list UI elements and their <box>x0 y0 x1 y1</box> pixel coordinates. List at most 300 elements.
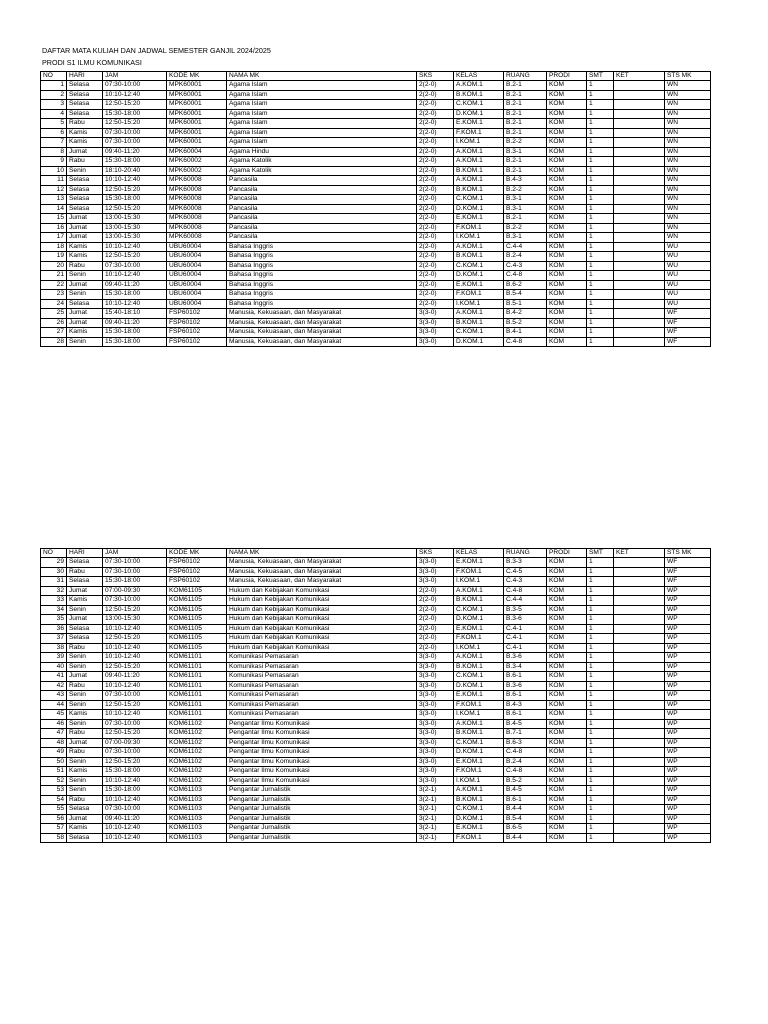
cell-jam: 12:50-15:20 <box>103 252 167 262</box>
cell-sts-mk: WF <box>665 318 711 328</box>
cell-nama-mk: Hukum dan Kebijakan Komunikasi <box>227 596 417 606</box>
cell-jam: 07:30-10:00 <box>103 596 167 606</box>
cell-ruang: B.3-1 <box>504 147 547 157</box>
cell-nama-mk: Komunikasi Pemasaran <box>227 710 417 720</box>
cell-sks: 2(2-0) <box>417 242 454 252</box>
cell-sts-mk: WN <box>665 147 711 157</box>
cell-nama-mk: Pengantar Jurnalistik <box>227 833 417 843</box>
cell-nama-mk: Pengantar Jurnalistik <box>227 805 417 815</box>
cell-no: 47 <box>41 729 67 739</box>
cell-hari: Selasa <box>67 833 103 843</box>
cell-nama-mk: Bahasa Inggris <box>227 261 417 271</box>
cell-kode-mk: KOM61101 <box>167 653 227 663</box>
cell-kelas: F.KOM.1 <box>454 128 504 138</box>
cell-hari: Selasa <box>67 109 103 119</box>
cell-sks: 3(3-0) <box>417 729 454 739</box>
cell-sks: 2(2-0) <box>417 223 454 233</box>
cell-sts-mk: WU <box>665 271 711 281</box>
cell-smt: 1 <box>587 166 614 176</box>
cell-sts-mk: WP <box>665 624 711 634</box>
column-header-sts-mk: STS MK <box>665 72 711 81</box>
cell-ruang: B.4-3 <box>504 700 547 710</box>
cell-kode-mk: UBU60004 <box>167 280 227 290</box>
cell-hari: Selasa <box>67 558 103 568</box>
cell-smt: 1 <box>587 833 614 843</box>
cell-ruang: B.6-1 <box>504 672 547 682</box>
cell-no: 50 <box>41 757 67 767</box>
cell-kelas: B.KOM.1 <box>454 166 504 176</box>
cell-sks: 2(2-0) <box>417 290 454 300</box>
cell-smt: 1 <box>587 204 614 214</box>
cell-hari: Jumat <box>67 147 103 157</box>
cell-ruang: C.4-3 <box>504 261 547 271</box>
cell-kode-mk: KOM61105 <box>167 596 227 606</box>
cell-ket <box>614 748 665 758</box>
cell-ket <box>614 157 665 167</box>
cell-jam: 12:50-15:20 <box>103 662 167 672</box>
cell-kode-mk: FSP60102 <box>167 567 227 577</box>
column-header-kode-mk: KODE MK <box>167 72 227 81</box>
cell-hari: Rabu <box>67 643 103 653</box>
cell-sts-mk: WN <box>665 214 711 224</box>
cell-nama-mk: Bahasa Inggris <box>227 271 417 281</box>
cell-ket <box>614 662 665 672</box>
cell-ket <box>614 643 665 653</box>
cell-sts-mk: WF <box>665 567 711 577</box>
cell-sts-mk: WP <box>665 719 711 729</box>
cell-jam: 15:40-18:10 <box>103 309 167 319</box>
cell-ruang: C.4-5 <box>504 567 547 577</box>
cell-nama-mk: Bahasa Inggris <box>227 242 417 252</box>
cell-ket <box>614 634 665 644</box>
cell-nama-mk: Pengantar Jurnalistik <box>227 786 417 796</box>
cell-no: 34 <box>41 605 67 615</box>
cell-smt: 1 <box>587 233 614 243</box>
cell-no: 35 <box>41 615 67 625</box>
cell-hari: Selasa <box>67 805 103 815</box>
cell-no: 2 <box>41 90 67 100</box>
cell-sks: 2(2-0) <box>417 100 454 110</box>
cell-sts-mk: WP <box>665 643 711 653</box>
cell-jam: 07:30-10:00 <box>103 81 167 91</box>
cell-smt: 1 <box>587 299 614 309</box>
cell-prodi: KOM <box>547 814 587 824</box>
cell-ket <box>614 577 665 587</box>
cell-ruang: B.3-4 <box>504 662 547 672</box>
cell-nama-mk: Hukum dan Kebijakan Komunikasi <box>227 624 417 634</box>
schedule-table-1 <box>40 71 711 347</box>
cell-smt: 1 <box>587 691 614 701</box>
cell-kelas: B.KOM.1 <box>454 90 504 100</box>
cell-ruang: B.2-4 <box>504 252 547 262</box>
cell-sks: 2(2-0) <box>417 214 454 224</box>
cell-smt: 1 <box>587 157 614 167</box>
cell-nama-mk: Komunikasi Pemasaran <box>227 691 417 701</box>
cell-hari: Selasa <box>67 299 103 309</box>
cell-kelas: C.KOM.1 <box>454 672 504 682</box>
cell-prodi: KOM <box>547 119 587 129</box>
cell-prodi: KOM <box>547 214 587 224</box>
cell-sts-mk: WN <box>665 138 711 148</box>
cell-smt: 1 <box>587 748 614 758</box>
cell-sks: 2(2-0) <box>417 271 454 281</box>
cell-hari: Jumat <box>67 223 103 233</box>
cell-hari: Rabu <box>67 748 103 758</box>
cell-no: 9 <box>41 157 67 167</box>
cell-ruang: B.3-5 <box>504 605 547 615</box>
cell-sks: 3(2-1) <box>417 786 454 796</box>
column-header-nama-mk: NAMA MK <box>227 72 417 81</box>
cell-no: 6 <box>41 128 67 138</box>
cell-ruang: B.2-1 <box>504 100 547 110</box>
table-row <box>41 615 711 625</box>
cell-sks: 3(3-0) <box>417 318 454 328</box>
cell-nama-mk: Manusia, Kekuasaan, dan Masyarakat <box>227 309 417 319</box>
cell-jam: 15:30-18:00 <box>103 195 167 205</box>
cell-no: 25 <box>41 309 67 319</box>
cell-sts-mk: WP <box>665 596 711 606</box>
cell-ruang: B.5-2 <box>504 318 547 328</box>
cell-kelas: A.KOM.1 <box>454 653 504 663</box>
cell-no: 44 <box>41 700 67 710</box>
cell-nama-mk: Hukum dan Kebijakan Komunikasi <box>227 586 417 596</box>
cell-hari: Rabu <box>67 567 103 577</box>
cell-hari: Senin <box>67 662 103 672</box>
cell-ket <box>614 81 665 91</box>
cell-smt: 1 <box>587 214 614 224</box>
cell-sts-mk: WN <box>665 166 711 176</box>
cell-kode-mk: KOM61102 <box>167 748 227 758</box>
cell-prodi: KOM <box>547 271 587 281</box>
cell-nama-mk: Manusia, Kekuasaan, dan Masyarakat <box>227 567 417 577</box>
cell-ket <box>614 805 665 815</box>
cell-ket <box>614 252 665 262</box>
cell-no: 7 <box>41 138 67 148</box>
cell-jam: 07:00-09:30 <box>103 738 167 748</box>
cell-prodi: KOM <box>547 757 587 767</box>
cell-ruang: B.2-1 <box>504 214 547 224</box>
cell-hari: Jumat <box>67 814 103 824</box>
cell-sts-mk: WP <box>665 700 711 710</box>
column-header-prodi: PRODI <box>547 72 587 81</box>
cell-smt: 1 <box>587 223 614 233</box>
cell-kelas: F.KOM.1 <box>454 567 504 577</box>
table-row <box>41 138 711 148</box>
table-row <box>41 558 711 568</box>
cell-sks: 3(2-1) <box>417 833 454 843</box>
cell-smt: 1 <box>587 577 614 587</box>
cell-smt: 1 <box>587 719 614 729</box>
cell-kode-mk: KOM61103 <box>167 824 227 834</box>
cell-kelas: D.KOM.1 <box>454 337 504 347</box>
column-header-sks: SKS <box>417 72 454 81</box>
cell-smt: 1 <box>587 729 614 739</box>
cell-kelas: B.KOM.1 <box>454 596 504 606</box>
cell-hari: Senin <box>67 290 103 300</box>
cell-jam: 09:40-11:20 <box>103 147 167 157</box>
cell-hari: Rabu <box>67 681 103 691</box>
cell-nama-mk: Pengantar Ilmu Komunikasi <box>227 767 417 777</box>
cell-kelas: I.KOM.1 <box>454 710 504 720</box>
table-row <box>41 738 711 748</box>
cell-kode-mk: MPK60008 <box>167 223 227 233</box>
cell-kode-mk: MPK60001 <box>167 128 227 138</box>
cell-sts-mk: WP <box>665 738 711 748</box>
column-header-ket: KET <box>614 549 665 558</box>
cell-smt: 1 <box>587 100 614 110</box>
table-row <box>41 710 711 720</box>
cell-hari: Senin <box>67 786 103 796</box>
cell-nama-mk: Komunikasi Pemasaran <box>227 662 417 672</box>
cell-smt: 1 <box>587 824 614 834</box>
table-row <box>41 195 711 205</box>
cell-hari: Jumat <box>67 280 103 290</box>
cell-kelas: A.KOM.1 <box>454 157 504 167</box>
cell-sts-mk: WP <box>665 662 711 672</box>
cell-nama-mk: Pancasila <box>227 185 417 195</box>
cell-nama-mk: Pancasila <box>227 195 417 205</box>
cell-kelas: D.KOM.1 <box>454 204 504 214</box>
cell-sks: 3(3-0) <box>417 567 454 577</box>
cell-smt: 1 <box>587 318 614 328</box>
cell-nama-mk: Hukum dan Kebijakan Komunikasi <box>227 634 417 644</box>
cell-ket <box>614 672 665 682</box>
cell-no: 53 <box>41 786 67 796</box>
cell-sts-mk: WP <box>665 605 711 615</box>
column-header-sts-mk: STS MK <box>665 549 711 558</box>
cell-prodi: KOM <box>547 147 587 157</box>
cell-smt: 1 <box>587 757 614 767</box>
cell-prodi: KOM <box>547 691 587 701</box>
cell-sks: 3(3-0) <box>417 577 454 587</box>
cell-no: 20 <box>41 261 67 271</box>
cell-sks: 2(2-0) <box>417 109 454 119</box>
cell-ket <box>614 280 665 290</box>
cell-kelas: E.KOM.1 <box>454 824 504 834</box>
cell-sks: 2(2-0) <box>417 157 454 167</box>
column-header-hari: HARI <box>67 72 103 81</box>
cell-nama-mk: Bahasa Inggris <box>227 299 417 309</box>
cell-sts-mk: WN <box>665 195 711 205</box>
cell-no: 28 <box>41 337 67 347</box>
cell-hari: Selasa <box>67 81 103 91</box>
cell-sts-mk: WF <box>665 328 711 338</box>
cell-ruang: C.4-3 <box>504 577 547 587</box>
cell-nama-mk: Pengantar Ilmu Komunikasi <box>227 729 417 739</box>
cell-hari: Jumat <box>67 309 103 319</box>
cell-no: 31 <box>41 577 67 587</box>
cell-ruang: B.3-1 <box>504 233 547 243</box>
cell-no: 4 <box>41 109 67 119</box>
cell-ket <box>614 710 665 720</box>
cell-sts-mk: WF <box>665 577 711 587</box>
cell-ruang: B.6-1 <box>504 710 547 720</box>
cell-sks: 3(3-0) <box>417 662 454 672</box>
cell-ruang: B.2-1 <box>504 128 547 138</box>
cell-jam: 12:50-15:20 <box>103 729 167 739</box>
cell-jam: 09:40-11:20 <box>103 280 167 290</box>
table-row <box>41 119 711 129</box>
cell-prodi: KOM <box>547 776 587 786</box>
cell-sks: 2(2-0) <box>417 166 454 176</box>
cell-kelas: I.KOM.1 <box>454 643 504 653</box>
cell-no: 56 <box>41 814 67 824</box>
cell-kode-mk: FSP60102 <box>167 328 227 338</box>
cell-ruang: B.2-1 <box>504 157 547 167</box>
cell-nama-mk: Pancasila <box>227 233 417 243</box>
cell-no: 19 <box>41 252 67 262</box>
cell-no: 48 <box>41 738 67 748</box>
cell-hari: Selasa <box>67 204 103 214</box>
cell-kelas: C.KOM.1 <box>454 328 504 338</box>
cell-jam: 12:50-15:20 <box>103 119 167 129</box>
table-row <box>41 252 711 262</box>
cell-jam: 07:30-10:00 <box>103 558 167 568</box>
cell-kode-mk: UBU60004 <box>167 271 227 281</box>
cell-kelas: E.KOM.1 <box>454 624 504 634</box>
cell-ruang: B.2-2 <box>504 223 547 233</box>
cell-no: 52 <box>41 776 67 786</box>
cell-no: 15 <box>41 214 67 224</box>
cell-no: 5 <box>41 119 67 129</box>
cell-prodi: KOM <box>547 157 587 167</box>
table-row <box>41 767 711 777</box>
cell-hari: Senin <box>67 719 103 729</box>
cell-hari: Kamis <box>67 138 103 148</box>
cell-prodi: KOM <box>547 309 587 319</box>
cell-prodi: KOM <box>547 138 587 148</box>
cell-sks: 3(3-0) <box>417 309 454 319</box>
cell-hari: Senin <box>67 166 103 176</box>
table-row <box>41 204 711 214</box>
cell-ket <box>614 328 665 338</box>
cell-ket <box>614 271 665 281</box>
cell-kode-mk: KOM61103 <box>167 814 227 824</box>
table-row <box>41 596 711 606</box>
cell-smt: 1 <box>587 814 614 824</box>
cell-sts-mk: WU <box>665 252 711 262</box>
cell-ket <box>614 586 665 596</box>
cell-nama-mk: Agama Islam <box>227 90 417 100</box>
cell-ket <box>614 691 665 701</box>
cell-ruang: B.3-6 <box>504 681 547 691</box>
cell-smt: 1 <box>587 558 614 568</box>
cell-kelas: D.KOM.1 <box>454 615 504 625</box>
cell-jam: 07:30-10:00 <box>103 719 167 729</box>
table-row <box>41 643 711 653</box>
cell-sts-mk: WN <box>665 109 711 119</box>
cell-hari: Selasa <box>67 634 103 644</box>
table-row <box>41 748 711 758</box>
cell-sks: 2(2-0) <box>417 185 454 195</box>
cell-no: 58 <box>41 833 67 843</box>
cell-ruang: C.4-8 <box>504 767 547 777</box>
cell-kelas: A.KOM.1 <box>454 719 504 729</box>
cell-prodi: KOM <box>547 176 587 186</box>
cell-jam: 13:00-15:30 <box>103 214 167 224</box>
table-row <box>41 309 711 319</box>
cell-sks: 2(2-0) <box>417 233 454 243</box>
cell-ruang: B.4-2 <box>504 309 547 319</box>
cell-kode-mk: KOM61102 <box>167 719 227 729</box>
cell-kode-mk: KOM61101 <box>167 691 227 701</box>
cell-no: 11 <box>41 176 67 186</box>
cell-ket <box>614 624 665 634</box>
cell-hari: Selasa <box>67 176 103 186</box>
cell-kelas: F.KOM.1 <box>454 634 504 644</box>
cell-sks: 3(2-1) <box>417 824 454 834</box>
cell-kode-mk: UBU60004 <box>167 252 227 262</box>
cell-kelas: A.KOM.1 <box>454 147 504 157</box>
cell-kode-mk: MPK60001 <box>167 119 227 129</box>
cell-sks: 2(2-0) <box>417 204 454 214</box>
cell-kode-mk: KOM61102 <box>167 767 227 777</box>
cell-jam: 10:10-12:40 <box>103 90 167 100</box>
cell-prodi: KOM <box>547 833 587 843</box>
cell-jam: 10:10-12:40 <box>103 710 167 720</box>
cell-jam: 07:30-10:00 <box>103 691 167 701</box>
cell-ruang: C.4-8 <box>504 337 547 347</box>
cell-sks: 2(2-0) <box>417 299 454 309</box>
cell-nama-mk: Hukum dan Kebijakan Komunikasi <box>227 605 417 615</box>
cell-hari: Senin <box>67 605 103 615</box>
table-row <box>41 795 711 805</box>
cell-prodi: KOM <box>547 596 587 606</box>
cell-ket <box>614 90 665 100</box>
cell-hari: Kamis <box>67 710 103 720</box>
cell-hari: Selasa <box>67 577 103 587</box>
cell-smt: 1 <box>587 596 614 606</box>
column-header-jam: JAM <box>103 549 167 558</box>
cell-prodi: KOM <box>547 558 587 568</box>
cell-sks: 3(3-0) <box>417 328 454 338</box>
cell-hari: Senin <box>67 757 103 767</box>
cell-kode-mk: MPK60008 <box>167 214 227 224</box>
cell-hari: Senin <box>67 691 103 701</box>
cell-no: 18 <box>41 242 67 252</box>
cell-smt: 1 <box>587 805 614 815</box>
cell-prodi: KOM <box>547 662 587 672</box>
cell-smt: 1 <box>587 147 614 157</box>
table-header-row <box>41 549 711 558</box>
cell-kode-mk: MPK60004 <box>167 147 227 157</box>
cell-kelas: A.KOM.1 <box>454 242 504 252</box>
cell-sks: 2(2-0) <box>417 147 454 157</box>
cell-kelas: C.KOM.1 <box>454 738 504 748</box>
cell-kelas: A.KOM.1 <box>454 176 504 186</box>
cell-smt: 1 <box>587 252 614 262</box>
cell-prodi: KOM <box>547 738 587 748</box>
cell-sts-mk: WN <box>665 100 711 110</box>
cell-kode-mk: UBU60004 <box>167 261 227 271</box>
cell-ruang: C.4-4 <box>504 242 547 252</box>
cell-prodi: KOM <box>547 605 587 615</box>
column-header-ruang: RUANG <box>504 72 547 81</box>
cell-kelas: C.KOM.1 <box>454 605 504 615</box>
cell-prodi: KOM <box>547 577 587 587</box>
cell-prodi: KOM <box>547 109 587 119</box>
cell-kelas: E.KOM.1 <box>454 280 504 290</box>
cell-no: 54 <box>41 795 67 805</box>
cell-ket <box>614 757 665 767</box>
cell-kelas: F.KOM.1 <box>454 833 504 843</box>
cell-no: 43 <box>41 691 67 701</box>
cell-ruang: B.6-2 <box>504 280 547 290</box>
cell-no: 33 <box>41 596 67 606</box>
cell-jam: 07:30-10:00 <box>103 128 167 138</box>
cell-jam: 15:30-18:00 <box>103 109 167 119</box>
cell-ket <box>614 223 665 233</box>
